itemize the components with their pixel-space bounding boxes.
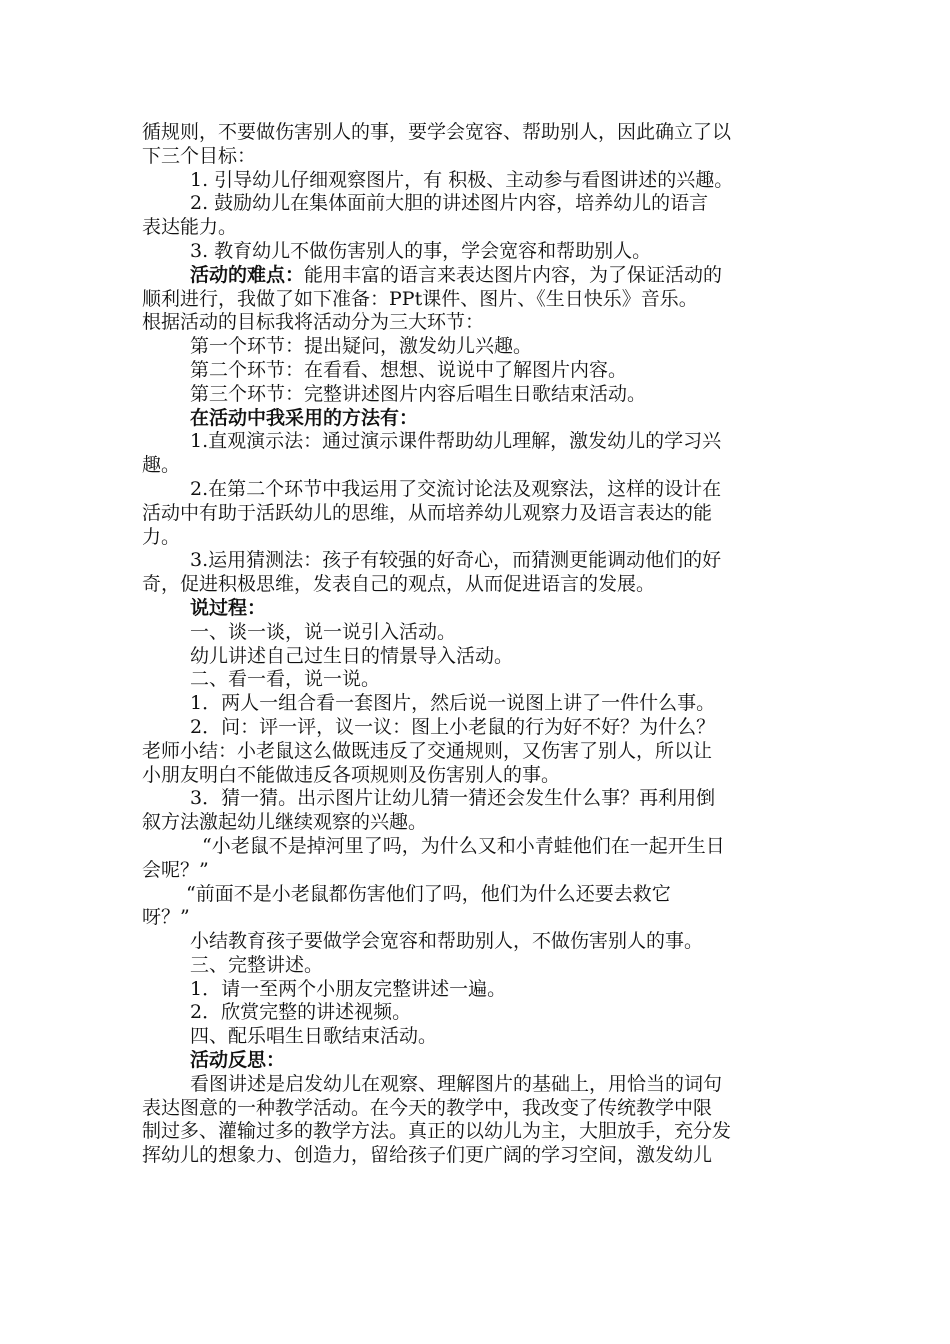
text-line — [142, 311, 810, 335]
text-line — [142, 573, 810, 597]
text-line — [142, 597, 810, 621]
line-text: 3. 教育幼儿不做伤害别人的事，学会宽容和帮助别人。 — [190, 239, 652, 262]
line-text: 小朋友明白不能做违反各项规则及伤害别人的事。 — [142, 763, 561, 786]
text-line — [142, 764, 810, 788]
text-line — [142, 288, 810, 312]
line-text: 小结教育孩子要做学会宽容和帮助别人，不做伤害别人的事。 — [190, 930, 704, 953]
line-text: 能用丰富的语言来表达图片内容，为了保证活动的 — [304, 263, 723, 286]
text-line — [142, 383, 810, 407]
line-text: 三、完整讲述。 — [190, 953, 324, 976]
text-line — [142, 454, 810, 478]
text-line — [142, 121, 810, 145]
text-line — [142, 787, 810, 811]
line-text: 力。 — [142, 525, 181, 548]
line-text: 顺利进行，我做了如下准备：PPt课件、图片、《生日快乐》音乐。 — [142, 287, 698, 310]
bold-heading: 在活动中我采用的方法有： — [190, 406, 419, 429]
text-line — [142, 502, 810, 526]
text-line — [142, 835, 810, 859]
text-line — [142, 716, 810, 740]
text-line — [142, 430, 810, 454]
line-text: 1．两人一组合看一套图片，然后说一说图上讲了一件什么事。 — [190, 692, 716, 715]
line-text: 2．欣赏完整的讲述视频。 — [190, 1001, 412, 1024]
line-text: 第二个环节：在看看、想想、说说中了解图片内容。 — [190, 358, 628, 381]
line-text: 2．问：评一评，议一议：图上小老鼠的行为好不好？为什么？ — [190, 715, 716, 738]
bold-heading: 活动的难点： — [190, 263, 305, 286]
line-text: 四、配乐唱生日歌结束活动。 — [190, 1025, 438, 1048]
text-line — [142, 883, 810, 907]
text-line — [142, 145, 810, 169]
line-text: “前面不是小老鼠都伤害他们了吗，他们为什么还要去救它 — [186, 882, 671, 905]
text-line — [142, 740, 810, 764]
line-text: 一、谈一谈，说一说引入活动。 — [190, 620, 457, 643]
text-line — [142, 478, 810, 502]
line-text: 呀？” — [142, 906, 190, 929]
text-line — [142, 930, 810, 954]
text-line — [142, 335, 810, 359]
line-text: 1.直观演示法：通过演示课件帮助幼儿理解，激发幼儿的学习兴 — [190, 430, 722, 453]
line-text: 1. 引导幼儿仔细观察图片，有 积极、主动参与看图讲述的兴趣。 — [190, 168, 734, 191]
line-text: 趣。 — [142, 454, 181, 477]
line-text: 制过多、灌输过多的教学方法。真正的以幼儿为主，大胆放手，充分发 — [142, 1120, 732, 1143]
line-text: “小老鼠不是掉河里了吗，为什么又和小青蛙他们在一起开生日 — [202, 834, 725, 857]
text-line — [142, 192, 810, 216]
bold-heading: 活动反思： — [190, 1049, 286, 1072]
text-line — [142, 1097, 810, 1121]
line-text: 二、看一看，说一说。 — [190, 668, 381, 691]
line-text: 3．猜一猜。出示图片让幼儿猜一猜还会发生什么事？再利用倒 — [190, 787, 716, 810]
text-line — [142, 1144, 810, 1168]
line-text: 第一个环节：提出疑问，激发幼儿兴趣。 — [190, 335, 533, 358]
text-line — [142, 621, 810, 645]
line-text: 根据活动的目标我将活动分为三大环节： — [142, 311, 485, 334]
text-line — [142, 906, 810, 930]
line-text: 1．请一至两个小朋友完整讲述一遍。 — [190, 977, 507, 1000]
line-text: 挥幼儿的想象力、创造力，留给孩子们更广阔的学习空间，激发幼儿 — [142, 1144, 713, 1167]
line-text: 3.运用猜测法：孩子有较强的好奇心，而猜测更能调动他们的好 — [190, 549, 722, 572]
line-text: 下三个目标： — [142, 144, 257, 167]
text-line — [142, 526, 810, 550]
text-line — [142, 240, 810, 264]
text-line — [142, 978, 810, 1002]
text-line — [142, 1120, 810, 1144]
text-line — [142, 1049, 810, 1073]
text-line — [142, 811, 810, 835]
text-line — [142, 407, 810, 431]
text-line — [142, 1025, 810, 1049]
line-text: 循规则，不要做伤害别人的事，要学会宽容、帮助别人，因此确立了以 — [142, 121, 732, 143]
line-text: 看图讲述是启发幼儿在观察、理解图片的基础上，用恰当的词句 — [190, 1072, 723, 1095]
text-line — [142, 216, 810, 240]
text-line — [142, 1001, 810, 1025]
text-line — [142, 1073, 810, 1097]
text-line — [142, 668, 810, 692]
line-text: 第三个环节：完整讲述图片内容后唱生日歌结束活动。 — [190, 382, 647, 405]
line-text: 表达图意的一种教学活动。在今天的教学中，我改变了传统教学中限 — [142, 1096, 713, 1119]
text-line — [142, 169, 810, 193]
text-line — [142, 645, 810, 669]
text-line — [142, 549, 810, 573]
line-text: 2. 鼓励幼儿在集体面前大胆的讲述图片内容，培养幼儿的语言 — [190, 192, 709, 215]
text-line — [142, 264, 810, 288]
bold-heading: 说过程： — [190, 596, 267, 619]
text-line — [142, 859, 810, 883]
text-line — [142, 954, 810, 978]
text-line — [142, 692, 810, 716]
line-text: 老师小结：小老鼠这么做既违反了交通规则，又伤害了别人，所以让 — [142, 739, 713, 762]
line-text: 表达能力。 — [142, 216, 238, 239]
line-text: 活动中有助于活跃幼儿的思维，从而培养幼儿观察力及语言表达的能 — [142, 501, 713, 524]
line-text: 奇，促进积极思维，发表自己的观点，从而促进语言的发展。 — [142, 573, 656, 596]
line-text: 幼儿讲述自己过生日的情景导入活动。 — [190, 644, 514, 667]
line-text: 2.在第二个环节中我运用了交流讨论法及观察法，这样的设计在 — [190, 477, 722, 500]
line-text: 会呢？” — [142, 858, 209, 881]
text-line — [142, 359, 810, 383]
line-text: 叙方法激起幼儿继续观察的兴趣。 — [142, 811, 428, 834]
